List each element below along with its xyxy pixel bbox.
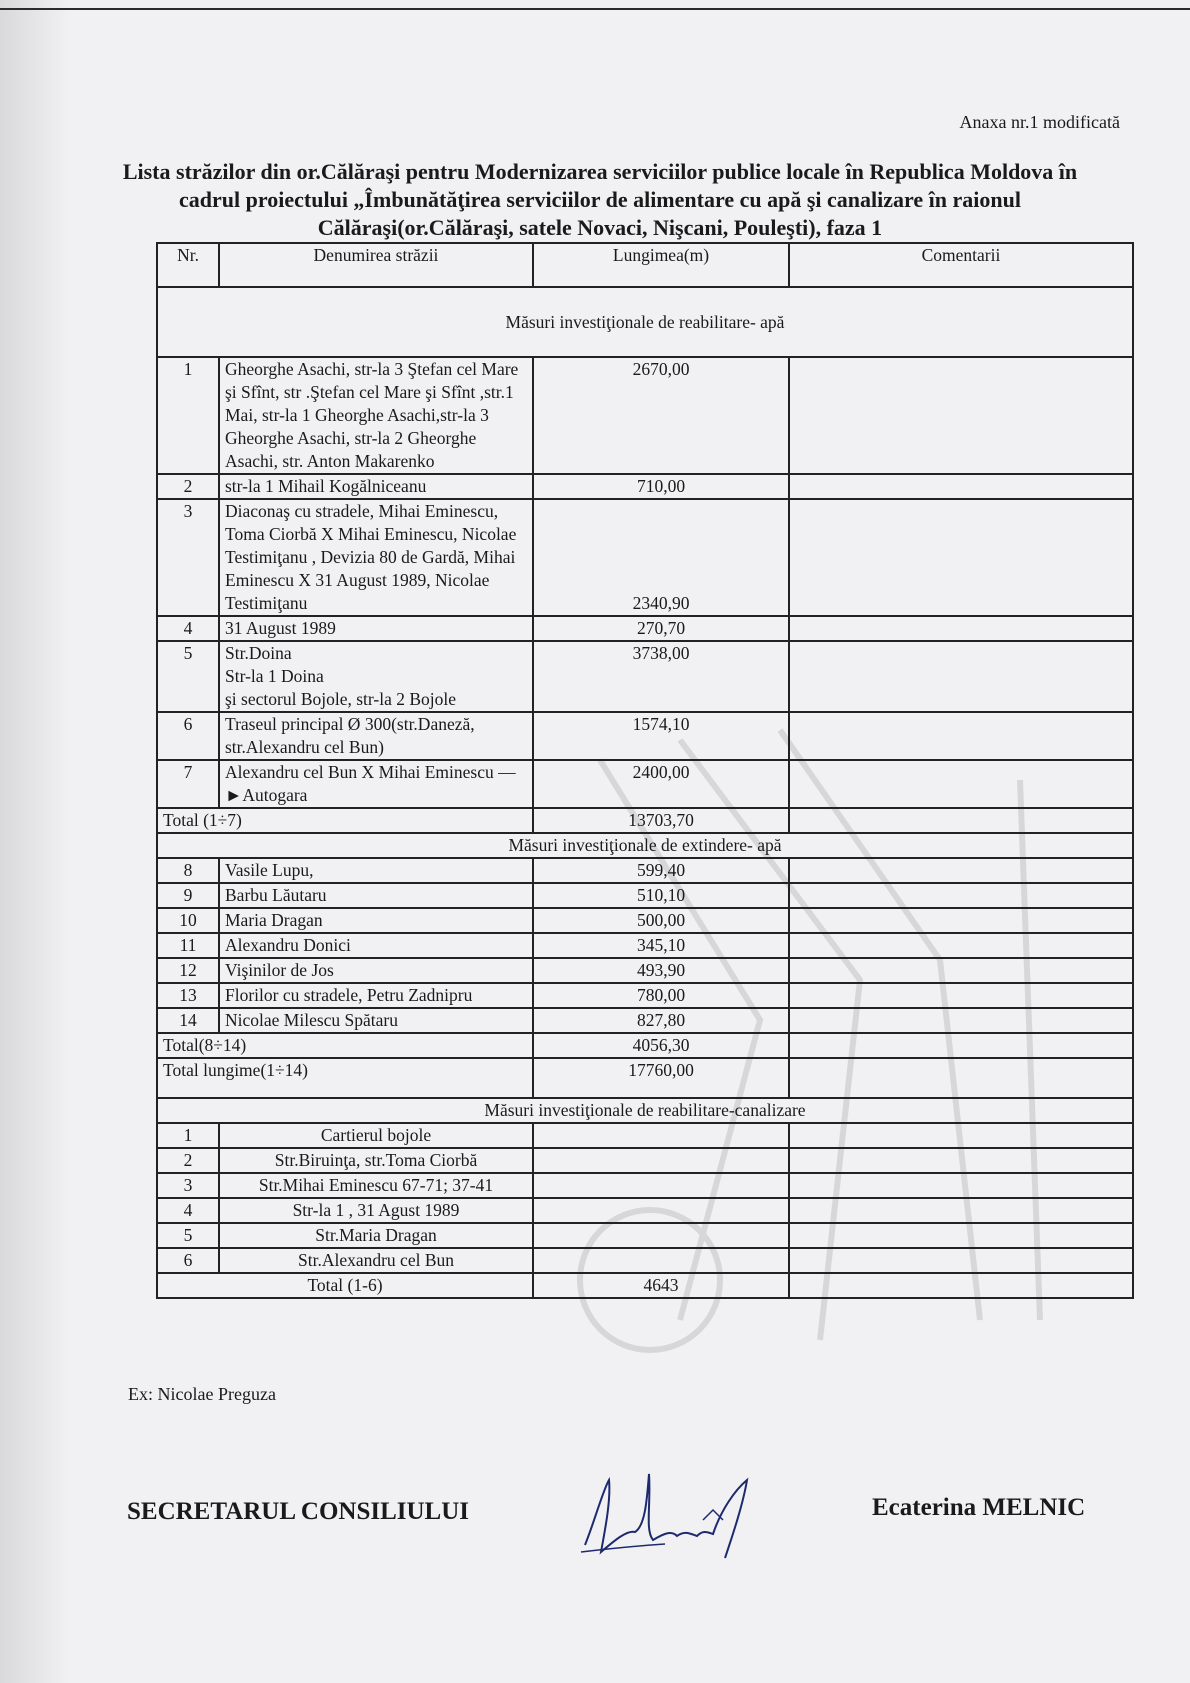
street-comment bbox=[789, 1173, 1133, 1198]
scan-shadow bbox=[0, 0, 70, 1683]
table-row bbox=[157, 1148, 1133, 1173]
street-name: Str.Maria Dragan bbox=[219, 1223, 533, 1248]
street-name-part: Autogara bbox=[242, 785, 308, 805]
table-row bbox=[157, 712, 1133, 760]
subtotal-row bbox=[157, 1033, 1133, 1058]
table-row bbox=[157, 499, 1133, 616]
street-name: Vasile Lupu, bbox=[219, 858, 533, 883]
street-name: str-la 1 Mihail Kogălniceanu bbox=[219, 474, 533, 499]
street-name: Str-la 1 , 31 Agust 1989 bbox=[219, 1198, 533, 1223]
subtotal-label: Total (1÷7) bbox=[157, 808, 533, 833]
street-length bbox=[533, 1198, 789, 1223]
subtotal-comment bbox=[789, 1273, 1133, 1298]
street-name bbox=[219, 641, 533, 712]
street-length: 3738,00 bbox=[533, 641, 789, 712]
grand-total-value: 17760,00 bbox=[533, 1058, 789, 1098]
street-length: 493,90 bbox=[533, 958, 789, 983]
subtotal-label: Total (1-6) bbox=[157, 1273, 533, 1298]
table-row bbox=[157, 883, 1133, 908]
table-row bbox=[157, 616, 1133, 641]
grand-total-row bbox=[157, 1058, 1133, 1098]
street-length: 780,00 bbox=[533, 983, 789, 1008]
table-row bbox=[157, 858, 1133, 883]
row-nr: 2 bbox=[157, 1148, 219, 1173]
header-comments: Comentarii bbox=[789, 243, 1133, 287]
street-name: Florilor cu stradele, Petru Zadnipru bbox=[219, 983, 533, 1008]
row-nr: 9 bbox=[157, 883, 219, 908]
street-comment bbox=[789, 883, 1133, 908]
table-row bbox=[157, 983, 1133, 1008]
row-nr: 5 bbox=[157, 641, 219, 712]
table-row bbox=[157, 933, 1133, 958]
street-name: Cartierul bojole bbox=[219, 1123, 533, 1148]
street-comment bbox=[789, 1123, 1133, 1148]
street-comment bbox=[789, 933, 1133, 958]
street-length bbox=[533, 1123, 789, 1148]
street-comment bbox=[789, 1198, 1133, 1223]
street-name: Traseul principal Ø 300(str.Daneză, str.Alexandru cel Bun) bbox=[219, 712, 533, 760]
street-name: 31 August 1989 bbox=[219, 616, 533, 641]
grand-total-label: Total lungime(1÷14) bbox=[157, 1058, 533, 1098]
table-row bbox=[157, 958, 1133, 983]
table-row bbox=[157, 1173, 1133, 1198]
document-title: Lista străzilor din or.Călăraşi pentru Modernizarea serviciilor publice locale în Republica Moldova în cadrul proiectului „Îmbunătăţirea serviciilor de alimentare cu apă şi canalizare în raionul Călăraşi(or.Călăraşi, satele Novaci, Nişcani, Pouleşti), faza 1 bbox=[122, 159, 1078, 240]
street-name-line: Str-la 1 Doina bbox=[225, 666, 324, 686]
annex-label: Anaxa nr.1 modificată bbox=[959, 112, 1120, 132]
street-comment bbox=[789, 474, 1133, 499]
street-length: 1574,10 bbox=[533, 712, 789, 760]
arrow-icon: —► bbox=[225, 762, 516, 805]
street-name: Barbu Lăutaru bbox=[219, 883, 533, 908]
secretary-title: SECRETARUL CONSILIULUI bbox=[127, 1498, 469, 1525]
street-length: 2670,00 bbox=[533, 357, 789, 474]
street-comment bbox=[789, 1248, 1133, 1273]
row-nr: 13 bbox=[157, 983, 219, 1008]
street-comment bbox=[789, 908, 1133, 933]
street-name: Alexandru Donici bbox=[219, 933, 533, 958]
subtotal-value: 4643 bbox=[533, 1273, 789, 1298]
street-length bbox=[533, 1148, 789, 1173]
street-comment bbox=[789, 760, 1133, 808]
street-length: 827,80 bbox=[533, 1008, 789, 1033]
street-comment bbox=[789, 1223, 1133, 1248]
header-nr: Nr. bbox=[157, 243, 219, 287]
row-nr: 14 bbox=[157, 1008, 219, 1033]
street-name-part: Alexandru cel Bun X Mihai Eminescu bbox=[225, 762, 499, 782]
street-length: 270,70 bbox=[533, 616, 789, 641]
street-name: Maria Dragan bbox=[219, 908, 533, 933]
street-length: 2400,00 bbox=[533, 760, 789, 808]
subtotal-comment bbox=[789, 808, 1133, 833]
row-nr: 2 bbox=[157, 474, 219, 499]
section-title: Măsuri investiţionale de reabilitare-canalizare bbox=[157, 1098, 1133, 1123]
row-nr: 6 bbox=[157, 712, 219, 760]
table-row bbox=[157, 641, 1133, 712]
table-row bbox=[157, 474, 1133, 499]
street-name bbox=[219, 760, 533, 808]
street-comment bbox=[789, 1148, 1133, 1173]
grand-total-comment bbox=[789, 1058, 1133, 1098]
handwritten-signature bbox=[575, 1460, 765, 1570]
signer-name: Ecaterina MELNIC bbox=[872, 1494, 1086, 1521]
street-comment bbox=[789, 641, 1133, 712]
table-row bbox=[157, 1198, 1133, 1223]
row-nr: 10 bbox=[157, 908, 219, 933]
table-row bbox=[157, 1008, 1133, 1033]
row-nr: 1 bbox=[157, 357, 219, 474]
row-nr: 5 bbox=[157, 1223, 219, 1248]
subtotal-label: Total(8÷14) bbox=[157, 1033, 533, 1058]
subtotal-row bbox=[157, 808, 1133, 833]
header-street-name: Denumirea străzii bbox=[219, 243, 533, 287]
street-name: Str.Mihai Eminescu 67-71; 37-41 bbox=[219, 1173, 533, 1198]
street-comment bbox=[789, 499, 1133, 616]
street-name: Nicolae Milescu Spătaru bbox=[219, 1008, 533, 1033]
street-length: 599,40 bbox=[533, 858, 789, 883]
street-length bbox=[533, 1173, 789, 1198]
streets-table bbox=[156, 242, 1134, 1299]
street-comment bbox=[789, 958, 1133, 983]
row-nr: 4 bbox=[157, 616, 219, 641]
street-comment bbox=[789, 357, 1133, 474]
section-title-row bbox=[157, 287, 1133, 357]
street-name: Vişinilor de Jos bbox=[219, 958, 533, 983]
table-row bbox=[157, 357, 1133, 474]
table-row bbox=[157, 760, 1133, 808]
section-title: Măsuri investiţionale de extindere- apă bbox=[157, 833, 1133, 858]
street-length: 2340,90 bbox=[533, 499, 789, 616]
row-nr: 3 bbox=[157, 1173, 219, 1198]
section-title-row bbox=[157, 1098, 1133, 1123]
table-row bbox=[157, 1223, 1133, 1248]
street-name: Str.Biruinţa, str.Toma Ciorbă bbox=[219, 1148, 533, 1173]
street-length: 510,10 bbox=[533, 883, 789, 908]
table-row bbox=[157, 1123, 1133, 1148]
row-nr: 6 bbox=[157, 1248, 219, 1273]
section-title-row bbox=[157, 833, 1133, 858]
street-comment bbox=[789, 616, 1133, 641]
street-comment bbox=[789, 1008, 1133, 1033]
row-nr: 11 bbox=[157, 933, 219, 958]
table-header-row bbox=[157, 243, 1133, 287]
header-length: Lungimea(m) bbox=[533, 243, 789, 287]
row-nr: 7 bbox=[157, 760, 219, 808]
street-length: 345,10 bbox=[533, 933, 789, 958]
table-row bbox=[157, 908, 1133, 933]
street-comment bbox=[789, 983, 1133, 1008]
street-name: Str.Alexandru cel Bun bbox=[219, 1248, 533, 1273]
street-name: Gheorghe Asachi, str-la 3 Ştefan cel Mare şi Sfînt, str .Ştefan cel Mare şi Sfînt ,str.1 Mai, str-la 1 Gheorghe Asachi,str-la 3 Gheorghe Asachi, str-la 2 Gheorghe Asachi, str. Anton Makarenko bbox=[219, 357, 533, 474]
street-comment bbox=[789, 858, 1133, 883]
row-nr: 1 bbox=[157, 1123, 219, 1148]
street-length: 710,00 bbox=[533, 474, 789, 499]
row-nr: 3 bbox=[157, 499, 219, 616]
street-length: 500,00 bbox=[533, 908, 789, 933]
street-length bbox=[533, 1248, 789, 1273]
row-nr: 12 bbox=[157, 958, 219, 983]
subtotal-comment bbox=[789, 1033, 1133, 1058]
street-name-line: Str.Doina bbox=[225, 643, 292, 663]
scan-top-edge bbox=[0, 8, 1190, 10]
row-nr: 4 bbox=[157, 1198, 219, 1223]
street-length bbox=[533, 1223, 789, 1248]
subtotal-row bbox=[157, 1273, 1133, 1298]
section-title: Măsuri investiţionale de reabilitare- apă bbox=[157, 287, 1133, 357]
table-row bbox=[157, 1248, 1133, 1273]
row-nr: 8 bbox=[157, 858, 219, 883]
street-name-line: şi sectorul Bojole, str-la 2 Bojole bbox=[225, 689, 457, 709]
street-comment bbox=[789, 712, 1133, 760]
subtotal-value: 4056,30 bbox=[533, 1033, 789, 1058]
street-name: Diaconaş cu stradele, Mihai Eminescu, Toma Ciorbă X Mihai Eminescu, Nicolae Testimiţanu , Devizia 80 de Gardă, Mihai Eminescu X 31 August 1989, Nicolae Testimiţanu bbox=[219, 499, 533, 616]
executor-note: Ex: Nicolae Preguza bbox=[128, 1384, 276, 1404]
subtotal-value: 13703,70 bbox=[533, 808, 789, 833]
